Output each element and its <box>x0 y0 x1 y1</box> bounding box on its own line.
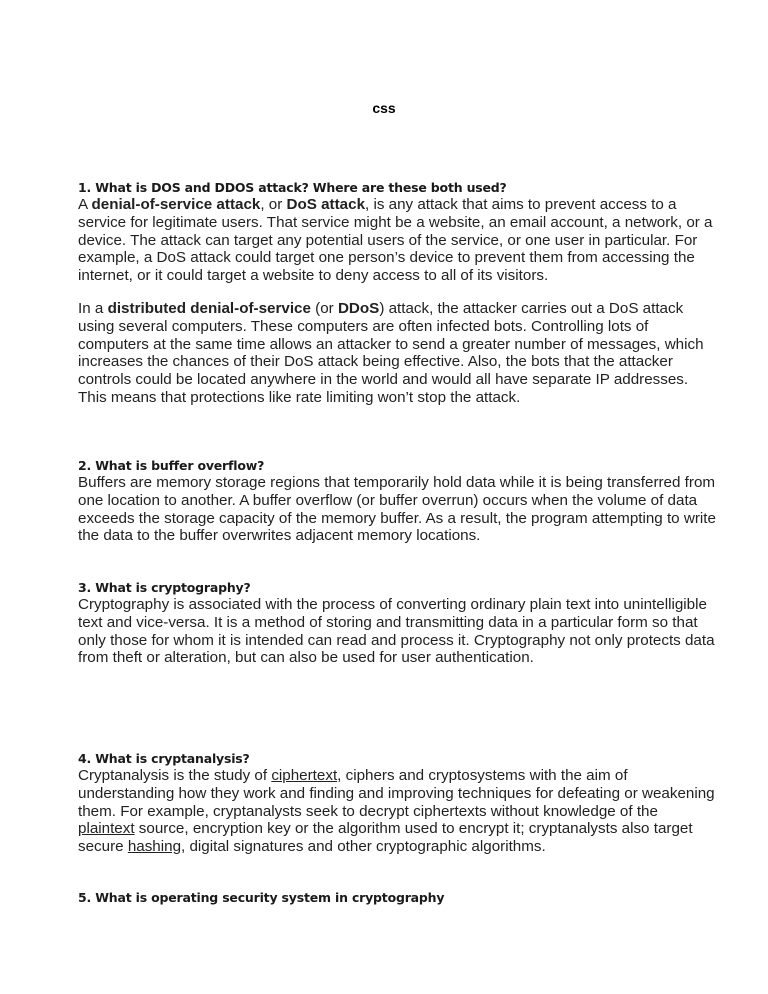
section-cryptanalysis <box>78 751 718 856</box>
text-run: A <box>78 196 92 213</box>
text-run: (or <box>310 299 338 317</box>
plaintext-link[interactable]: plaintext <box>78 820 135 838</box>
text-run: ) attack, the attacker carries out a DoS attack using several computers. These computers are often infected bots. Controlling lots of computers at the same time allows an attacker to send a greater number of messages, which increases the chances of their DoS attack being effective. Also, the bots that the attacker controls could be located anywhere in the world and would all have separate IP addresses. This means that protections like rate limiting won’t stop the attack. <box>78 299 704 406</box>
section-dos-ddos <box>78 180 718 407</box>
ciphertext-link[interactable]: ciphertext <box>271 767 338 784</box>
bold-term: denial-of-service attack <box>91 196 261 213</box>
text-run: , is any attack that aims to prevent access to a service for legitimate users. That service might be a website, an email account, a network, or a device. The attack can target any potential users of the service, or one user in particular. For example, a DoS attack could target one person’s device to prevent them from accessing the internet, or it could target a website to deny access to all of its visitors. <box>78 196 713 285</box>
hashing-link[interactable]: hashing <box>127 838 182 856</box>
bold-term: DoS attack <box>286 196 366 213</box>
section-operating-security <box>78 890 718 906</box>
bold-term: DDoS <box>337 299 380 317</box>
section-buffer-overflow <box>78 458 718 545</box>
text-run: , or <box>260 196 287 213</box>
question-heading: 5. What is operating security system in cryptography <box>78 890 445 905</box>
question-heading: 3. What is cryptography? <box>78 580 251 595</box>
text-run: Cryptanalysis is the study of <box>78 767 272 784</box>
question-heading: 1. What is DOS and DDOS attack? Where are these both used? <box>78 180 507 195</box>
question-heading: 2. What is buffer overflow? <box>78 458 265 473</box>
section-cryptography <box>78 580 718 667</box>
text-run: , digital signatures and other cryptographic algorithms. <box>181 838 546 856</box>
text-run: source, encryption key or the algorithm used to encrypt it; cryptanalysts also target secure <box>78 820 693 856</box>
answer-paragraph <box>78 300 718 407</box>
text-run: , ciphers and cryptosystems with the aim of understanding how they work and finding and improving techniques for defeating or weakening them. For example, cryptanalysts seek to decrypt ciphertexts without knowledge of the <box>78 767 715 820</box>
answer-paragraph <box>78 767 718 856</box>
answer-paragraph: Cryptography is associated with the process of converting ordinary plain text into unintelligible text and vice-versa. It is a method of storing and transmitting data in a particular form so that only those for whom it is intended can read and process it. Cryptography not only protects data from theft or alteration, but can also be used for user authentication. <box>78 596 715 667</box>
bold-term: distributed denial-of-service <box>107 299 311 317</box>
document-title: css <box>372 100 396 116</box>
answer-paragraph <box>78 196 718 285</box>
text-run: In a <box>78 299 108 317</box>
question-heading: 4. What is cryptanalysis? <box>78 751 250 766</box>
answer-paragraph: Buffers are memory storage regions that temporarily hold data while it is being transferred from one location to another. A buffer overflow (or buffer overrun) occurs when the volume of data exceeds the storage capacity of the memory buffer. As a result, the program attempting to write the data to the buffer overwrites adjacent memory locations. <box>78 474 716 545</box>
